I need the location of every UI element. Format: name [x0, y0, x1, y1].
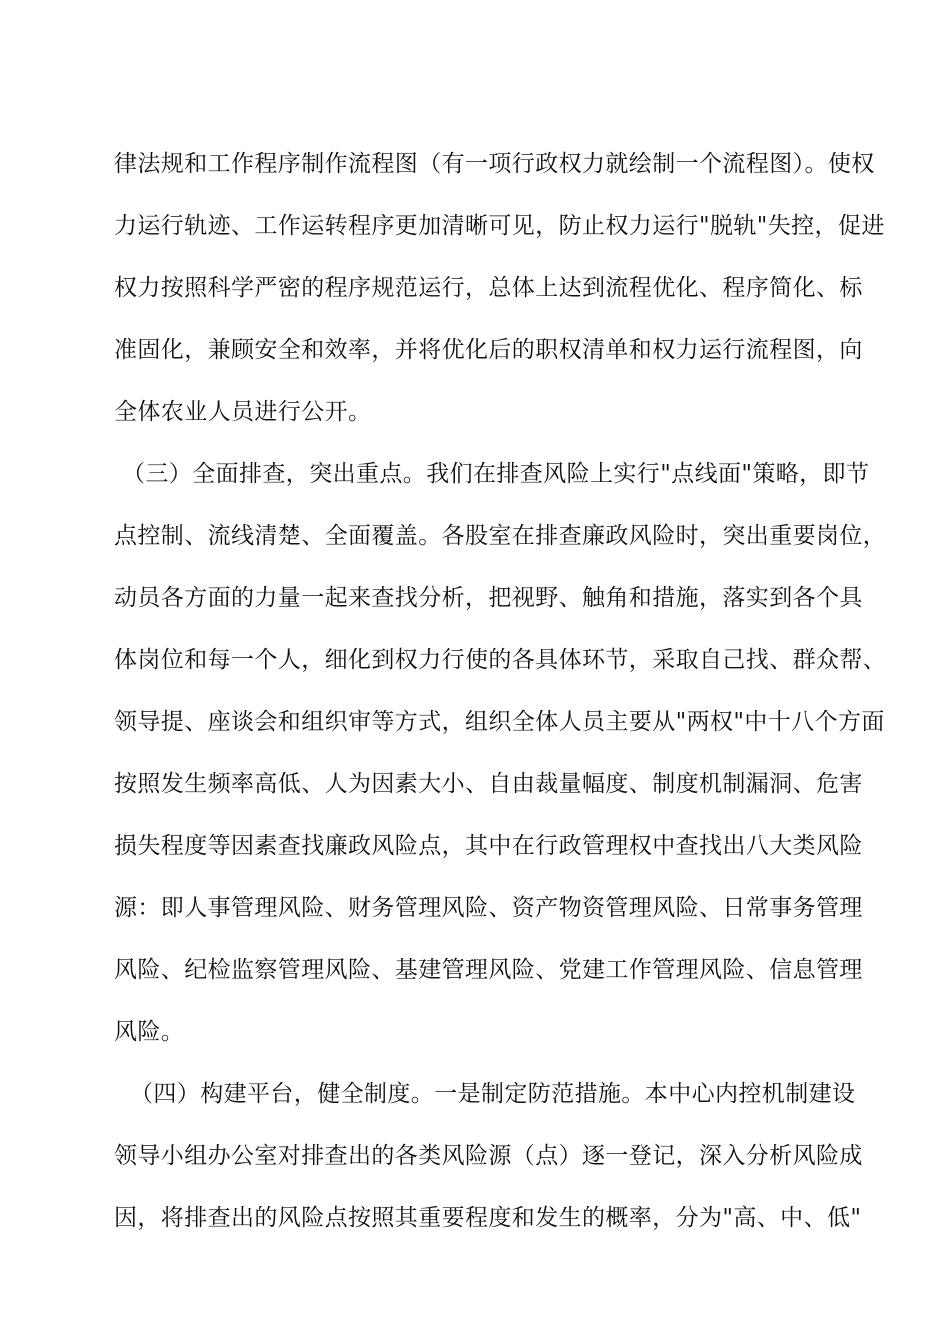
section-heading-3: （三）全面排查，突出重点。我们在排查风险上实行"点线面"策略，即节 [122, 461, 870, 487]
text-line: 点控制、流线清楚、全面覆盖。各股室在排查廉政风险时，突出重要岗位， [114, 523, 887, 549]
text-line: 力运行轨迹、工作运转程序更加清晰可见，防止权力运行"脱轨"失控，促进 [114, 213, 885, 239]
text-line: 权力按照科学严密的程序规范运行，总体上达到流程优化、程序简化、标 [114, 275, 863, 301]
text-line: 全体农业人员进行公开。 [114, 399, 372, 425]
text-line: 按照发生频率高低、人为因素大小、自由裁量幅度、制度机制漏洞、危害 [114, 771, 863, 797]
text-line: 领导小组办公室对排查出的各类风险源（点）逐一登记，深入分析风险成 [114, 1143, 863, 1169]
text-line: 源：即人事管理风险、财务管理风险、资产物资管理风险、日常事务管理 [114, 895, 863, 921]
text-line: 损失程度等因素查找廉政风险点，其中在行政管理权中查找出八大类风险 [114, 833, 863, 859]
text-line: 律法规和工作程序制作流程图（有一项行政权力就绘制一个流程图）。使权 [114, 151, 875, 177]
text-line: 动员各方面的力量一起来查找分析，把视野、触角和措施，落实到各个具 [114, 585, 863, 611]
text-line: 体岗位和每一个人，细化到权力行使的各具体环节，采取自己找、群众帮、 [114, 647, 887, 673]
section-heading-4: （四）构建平台，健全制度。一是制定防范措施。本中心内控机制建设 [130, 1081, 856, 1107]
text-line: 领导提、座谈会和组织审等方式，组织全体人员主要从"两权"中十八个方面 [114, 709, 885, 735]
text-line: 因，将排查出的风险点按照其重要程度和发生的概率，分为"高、中、低" [114, 1205, 862, 1231]
text-line: 风险、纪检监察管理风险、基建管理风险、党建工作管理风险、信息管理 [114, 957, 863, 983]
text-line: 准固化，兼顾安全和效率，并将优化后的职权清单和权力运行流程图，向 [114, 337, 863, 363]
text-line: 风险。 [114, 1019, 185, 1045]
